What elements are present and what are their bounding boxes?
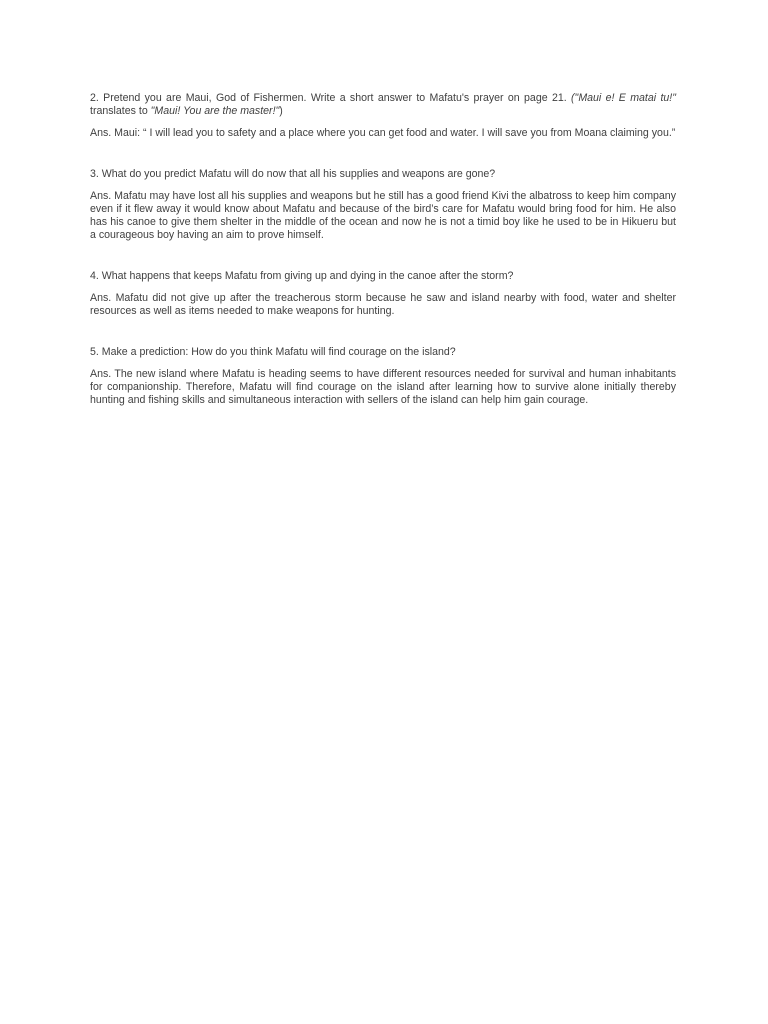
question-2 — [90, 92, 676, 118]
question-5: 5. Make a prediction: How do you think Mafatu will find courage on the island? — [90, 346, 456, 358]
answer-3: Ans. Mafatu may have lost all his supplies and weapons but he still has a good friend Kivi the albatross to keep him company even if it flew away it would know about Mafatu and because of the bird’s care for Mafatu would bring food for him. He also has his canoe to give them shelter in the middle of the ocean and now he is not a timid boy like he used to be in Hikueru but a courageous boy having an aim to prove himself. — [90, 190, 676, 241]
question-block-3 — [90, 168, 676, 242]
question-2-connector: translates to — [90, 105, 151, 117]
document-page — [90, 92, 676, 407]
question-2-text: 2. Pretend you are Maui, God of Fishermen. Write a short answer to Mafatu's prayer on page 21. — [90, 92, 572, 104]
answer-4: Ans. Mafatu did not give up after the treacherous storm because he saw and island nearby with food, water and shelter resources as well as items needed to make weapons for hunting. — [90, 292, 676, 317]
question-block-2 — [90, 92, 676, 140]
question-2-quote: ("Maui e! E matai tu!" — [571, 92, 676, 104]
question-block-4 — [90, 270, 676, 318]
question-2-close: ) — [279, 105, 283, 117]
answer-5: Ans. The new island where Mafatu is heading seems to have different resources needed for survival and human inhabitants for companionship. Therefore, Mafatu will find courage on the island after learning how to survive alone initially thereby hunting and fishing skills and simultaneous interaction with sellers of the island can help him gain courage. — [90, 368, 676, 406]
answer-2: Ans. Maui: “ I will lead you to safety and a place where you can get food and water. I will save you from Moana claiming you.” — [90, 127, 676, 139]
question-4: 4. What happens that keeps Mafatu from giving up and dying in the canoe after the storm? — [90, 270, 514, 282]
question-3: 3. What do you predict Mafatu will do now that all his supplies and weapons are gone? — [90, 168, 496, 180]
question-block-5 — [90, 346, 676, 407]
question-2-translation: "Maui! You are the master!" — [150, 105, 280, 117]
